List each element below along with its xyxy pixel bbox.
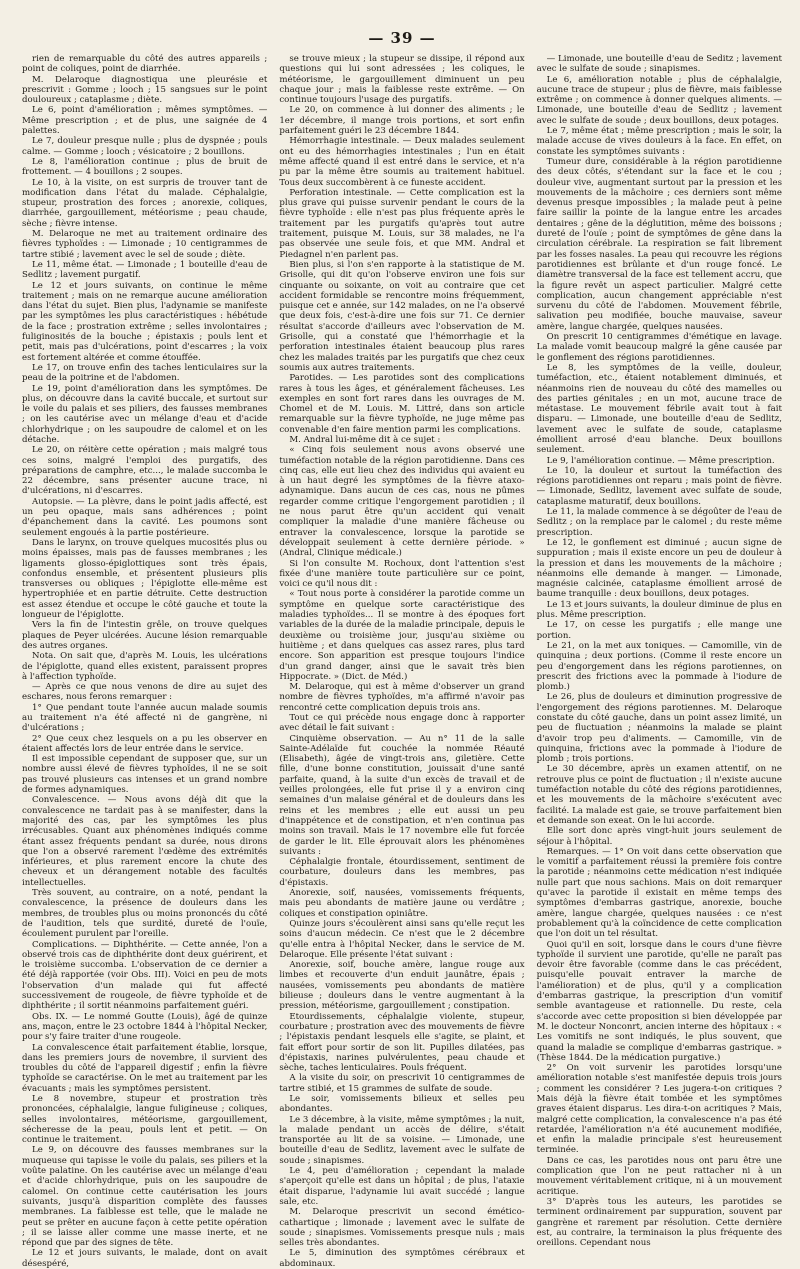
paragraph: — Après ce que nous venons de dire au sujet des eschares, nous ferons remarquer :: [22, 682, 268, 703]
paragraph: Quinze jours s'écoulèrent ainsi sans qu'elle reçut les soins d'aucun médecin. Ce n'est que le 2 décembre qu'elle entra à l'hôpital Necker, dans le service de M. Delaroque. Elle présente l'état suivant :: [279, 918, 525, 960]
paragraph: M. Andral lui-même dit à ce sujet :: [289, 434, 441, 445]
paragraph: M. Delaroque prescrivit un second émético-cathartique ; limonade ; lavement avec le sulfate de soude ; sinapismes. Vomissements presque nuls ; mais selles très abondantes.: [279, 1207, 525, 1249]
paragraph: se trouve mieux ; la stupeur se dissipe, il répond aux questions qui lui sont adressées ; les coliques, le météorisme, le gargouillement diminuent un peu chaque jour ; mais la faiblesse reste extrême. — On continue toujours l'usage des purgatifs.: [279, 54, 525, 106]
column-left: [22, 54, 268, 1269]
paragraph: Le 20, on commence à lui donner des aliments ; le 1er décembre, il mange trois portions, et sort enfin parfaitement guéri le 23 décembre 1844.: [279, 105, 525, 137]
page-number: — 39 —: [368, 29, 436, 47]
paragraph: 2° Que ceux chez lesquels on a pu les observer en étaient affectés lors de leur entrée dans le service.: [22, 733, 268, 754]
paragraph: Cinquième observation. — Au n° 11 de la salle Sainte-Adélaïde fut couchée la nommée Réauté (Elisabeth), âgée de vingt-trois ans, giletière. Cette fille, d'une bonne constitution, jouissait d'une santé parfaite, quand, à la suite d'un excès de travail et de veilles prolongées, elle fut prise il y a environ cinq semaines d'un malaise général et de douleurs dans les reins et les membres ; elle eut aussi un peu d'inappétence et de constipation, et n'en continua pas moins son travail. Mais le 17 novembre elle fut forcée de garder le lit. Elle éprouvait alors les phénomènes suivants :: [279, 733, 525, 857]
paragraph: Dans ce cas, les parotides nous ont paru être une complication que l'on ne peut rattacher ni à un mouvement véritablement critique, ni à un mouvement acritique.: [536, 1155, 782, 1197]
column-right: [536, 54, 782, 1249]
paragraph: Anorexie, soif, bouche amère, langue rouge aux limbes et recouverte d'un enduit jaunâtre, épais ; nausées, vomissements peu abondants de matière bilieuse ; douleurs dans le ventre augmentant à la pression, météorisme, gargouillement ; constipation.: [279, 960, 525, 1012]
paragraph: Le 12 et jours suivants, le malade, dont on avait désespéré,: [22, 1248, 268, 1269]
paragraph: Le 7, même état ; même prescription ; mais le soir, la malade accuse de vives douleurs à la face. En effet, on constate les symptômes suivants :: [536, 126, 782, 157]
paragraph: Le 6, point d'amélioration ; mêmes symptômes. — Même prescription ; et de plus, une saignée de 4 palettes.: [22, 105, 268, 137]
paragraph: Le 3 décembre, à la visite, même symptômes ; la nuit, la malade pendant un accès de délire, s'était transportée au lit de sa voisine. — Limonade, une bouteille d'eau de Sedlitz, lavement avec le sulfate de soude ; sinapismes.: [279, 1114, 525, 1166]
paragraph: Etourdissements, céphalalgie violente, stupeur, courbature ; prostration avec des mouvements de fièvre ; l'épistaxis pendant lesquels elle s'agite, se plaint, et fait effort pour sortir de son lit. Pupilles dilatées, pas d'épistaxis, narines pulvérulentes, peau chaude et sèche, taches lenticulaires. Pouls fréquent.: [279, 1011, 525, 1074]
paragraph: Vers la fin de l'intestin grêle, on trouve quelques plaques de Peyer ulcérées. Aucune lésion remarquable des autres organes.: [22, 620, 268, 651]
paragraph: M. Delaroque, qui est à même d'observer un grand nombre de fièvres typhoïdes, m'a affirmé n'avoir pas rencontré cette complication depuis trois ans.: [279, 682, 525, 713]
paragraph: Dans le larynx, on trouve quelques mucosités plus ou moins épaisses, mais pas de fausses membranes ; les ligaments glosso-épiglottiques sont très épais, confondus ensemble, et présentent plusieurs plis transverses ou obliques ; l'épiglotte elle-même est hypertrophiée et en partie détruite. Cette destruction est assez étendue et occupe le côté gauche et toute la longueur de l'épiglotte.: [22, 537, 268, 621]
paragraph: On prescrit 10 centigrammes d'émétique en lavage. La malade vomit beaucoup malgré la gêne causée par le gonflement des régions parotidiennes.: [536, 332, 782, 363]
paragraph: Le 9, on découvre des fausses membranes sur la muqueuse qui tapisse le voile du palais, ses piliers et la voûte palatine. On les cautérise avec un mélange d'eau et d'acide chlorhydrique, puis on les saupoudre de calomel. On continue cette cautérisation les jours suivants, jusqu'à disparition complète des fausses membranes. La faiblesse est telle, que le malade ne peut se prêter en aucune façon à cette petite opération ; il se laisse aller comme une masse inerte, et ne répond que par des signes de tête.: [22, 1145, 268, 1249]
paragraph: Le 21, on la met aux toniques. — Camomille, vin de quinquina ; deux portions. (Comme il reste encore un peu d'engorgement dans les régions parotiennes, on prescrit des frictions avec la pommade à l'iodure de plomb.): [536, 640, 782, 693]
paragraph: Le 11, la malade commence à se dégoûter de l'eau de Sedlitz ; on la remplace par le calomel ; du reste même prescription.: [536, 507, 782, 538]
paragraph: Nota. On sait que, d'après M. Louis, les ulcérations de l'épiglotte, quand elles existent, paraissent propres à l'affection typhoïde.: [22, 651, 268, 682]
paragraph: Le 11, même état. — Limonade ; 1 bouteille d'eau de Sedlitz ; lavement purgatif.: [22, 259, 268, 281]
paragraph: Tout ce qui précède nous engage donc à rapporter avec détail le fait suivant :: [279, 713, 525, 734]
paragraph: Perforation intestinale. — Cette complication est la plus grave qui puisse survenir pendant le cours de la fièvre typhoïde : elle n'est pas plus fréquente après le traitement par les purgatifs qu'après tout autre traitement, puisque M. Louis, sur 38 malades, ne l'a pas observée une seule fois, et que MM. Andral et Piedagnel n'en parlent pas.: [279, 187, 525, 260]
paragraph: Le 19, point d'amélioration dans les symptômes. De plus, on découvre dans la cavité buccale, et surtout sur le voile du palais et ses piliers, des fausses membranes ; on les cautérise avec un mélange d'eau et d'acide chlorhydrique ; on les saupoudre de calomel et on les détache.: [22, 383, 268, 445]
paragraph: Le 9, l'amélioration continue. — Même prescription.: [546, 455, 775, 466]
paragraph: Le 17, on cesse les purgatifs ; elle mange une portion.: [536, 620, 782, 641]
paragraph: 2° On voit survenir les parotides lorsqu'une amélioration notable s'est manifestée depuis trois jours ; comment les considérer ? Les jugera-t-on critiques ? Mais déjà la fièvre était tombée et les symptômes graves étaient disparus. Les dira-t-on acritiques ? Mais, malgré cette complication, la convalescence n'a pas été retardée, l'amélioration n'a été aucunement modifiée, et enfin la maladie principale s'est heureusement terminée.: [536, 1063, 782, 1156]
paragraph: Le 8, l'amélioration continue ; plus de bruit de frottement. — 4 bouillons ; 2 soupes.: [22, 156, 268, 178]
paragraph: Le 12, le gonflement est diminué ; aucun signe de suppuration ; mais il existe encore un peu de douleur à la pression et dans les mouvements de la mâchoire ; néanmoins elle demande à manger. — Limonade, magnésie calcinée, cataplasme émollient arrosé de baume tranquille : deux bouillons, deux potages.: [536, 537, 782, 600]
paragraph: Bien plus, si l'on s'en rapporte à la statistique de M. Grisolle, qui dit qu'on l'observe environ une fois sur cinquante ou soixante, on voit au contraire que cet accident formidable se rencontre moins fréquemment, puisque cet e année, sur 142 malades, on ne l'a observé que deux fois, c'est-à-dire une fois sur 71. Ce dernier résultat s'accorde d'ailleurs avec l'observation de M. Grisolle, qui a constaté que l'hémorrhagie et la perforation intestinales étaient beaucoup plus rares chez les malades traités par les purgatifs que chez ceux soumis aux autres traitements.: [279, 259, 525, 373]
paragraph: Le 4, peu d'amélioration ; cependant la malade s'aperçoit qu'elle est dans un hôpital ; de plus, l'ataxie était disparue, l'adynamie lui avait succédé ; langue sale, etc.: [279, 1166, 525, 1207]
paragraph: Le 30 décembre, après un examen attentif, on ne retrouve plus ce point de fluctuation ; il n'existe aucune tuméfaction notable du côté des régions parotidiennes, et les mouvements de la mâchoire s'exécutent avec facilité. La malade est gaie, se trouve parfaitement bien et demande son exeat. On le lui accorde.: [536, 764, 782, 826]
paragraph: Complications. — Diphthérite. — Cette année, l'on a observé trois cas de diphthérite dont deux guérirent, et le troisième succomba. L'observation de ce dernier a été déjà rapportée (voir Obs. III). Voici en peu de mots l'observation d'un malade qui fut affecté successivement de rougeole, de fièvre typhoïde et de diphthérite ; il sortit néanmoins parfaitement guéri.: [22, 939, 268, 1012]
paragraph: Le 20, on réitère cette opération ; mais malgré tous ces soins, malgré l'emploi des purgatifs, des préparations de camphre, etc..., le malade succomba le 22 décembre, sans présenter aucune trace, ni d'ulcérations, ni d'escarres.: [22, 445, 268, 497]
paragraph: 3° D'après tous les auteurs, les parotides se terminent ordinairement par suppuration, souvent par gangrène et rarement par résolution. Cette dernière est, au contraire, la terminaison la plus fréquente des oreillons. Cependant nous: [536, 1196, 782, 1249]
paragraph: 1° Que pendant toute l'année aucun malade soumis au traitement n'a été affecté ni de gangrène, ni d'ulcérations ;: [22, 702, 268, 734]
paragraph: Le 8, les symptômes de la veille, douleur, tuméfaction, etc., étaient notablement diminués, et néanmoins rien de nouveau du côté des mamelles ou des parties génitales ; en un mot, aucune trace de métastase. Le mouvement fébrile avait tout à fait disparu. — Limonade, une bouteille d'eau de Sedlitz, lavement avec le sulfate de soude, cataplasme émollient arrosé d'eau blanche. Deux bouillons seulement.: [536, 362, 782, 456]
paragraph: « Tout nous porte à considérer la parotide comme un symptôme en quelque sorte caractéristique des maladies typhoïdes... Il se montre à des époques fort variables de la durée de la maladie principale, depuis le deuxième ou troisième jour, jusqu'au sixième ou huitième ; et dans quelques cas assez rares, plus tard encore. Son apparition est presque toujours l'indice d'un grand danger, ainsi que le savait très bien Hippocrate. » (Dict. de Méd.): [279, 589, 525, 682]
paragraph: Autopsie. — La plèvre, dans le point jadis affecté, est un peu opaque, mais sans adhérences ; point d'épanchement dans la cavité. Les poumons sont seulement engoués à la partie postérieure.: [22, 496, 268, 538]
paragraph: Le 13 et jours suivants, la douleur diminue de plus en plus. Même prescription.: [536, 599, 782, 621]
paragraph: Le 8 novembre, stupeur et prostration très prononcées, céphalalgie, langue fuligineuse ; coliques, selles involontaires, météorisme, gargouillement, sécheresse de la peau, pouls lent et petit. — On continue le traitement.: [22, 1093, 268, 1146]
paragraph: Le soir, vomissements bilieux et selles peu abondantes.: [279, 1093, 525, 1115]
paragraph: Obs. IX. — Le nommé Goutte (Louis), âgé de quinze ans, maçon, entre le 23 octobre 1844 à l'hôpital Necker, pour s'y faire traiter d'une rougeole.: [22, 1011, 268, 1043]
paragraph: M. Delaroque diagnostiqua une pleurésie et prescrivit : Gomme ; looch ; 15 sangsues sur le point douloureux ; cataplasme ; diète.: [22, 74, 268, 106]
paragraph: A la visite du soir, on prescrivit 10 centigrammes de tartre stibié, et 15 grammes de sulfate de soude.: [279, 1073, 525, 1094]
paragraph: Le 26, plus de douleurs et diminution progressive de l'engorgement des régions parotiennes. M. Delaroque constate du côté gauche, dans un point assez limité, un peu de fluctuation ; néanmoins la malade se plaint d'avoir trop peu d'aliments. — Camomille, vin de quinquina, frictions avec la pommade à l'iodure de plomb ; trois portions.: [536, 692, 782, 765]
paragraph: Anorexie, soif, nausées, vomissements fréquents, mais peu abondants de matière jaune ou verdâtre ; coliques et constipation opiniâtre.: [279, 888, 525, 919]
paragraph: Quoi qu'il en soit, lorsque dans le cours d'une fièvre typhoïde il survient une parotide, qu'elle ne paraît pas devoir être favorable (comme dans le cas précédent, puisqu'elle pouvait entraver la marche de l'amélioration) et de plus, qu'il y a complication d'embarras gastrique, la prescription d'un vomitif semble avantageuse et rationnelle. Du reste, cela s'accorde avec cette proposition si bien développée par M. le docteur Nonconrt, ancien interne des hôpitaux : « Les vomitifs ne sont indiqués, le plus souvent, que quand la maladie se complique d'embarras gastrique. » (Thèse 1844. De la médication purgative.): [536, 939, 782, 1063]
paragraph: Céphalalgie frontale, étourdissement, sentiment de courbature, douleurs dans les membres, pas d'épistaxis.: [279, 857, 525, 888]
paragraph: Tumeur dure, considérable à la région parotidienne des deux côtés, s'étendant sur la face et le cou ; douleur vive, augmentant surtout par la pression et les mouvements de la mâchoire ; ces derniers sont même devenus presque impossibles ; la malade peut à peine faire saillir la pointe de la langue entre les arcades dentaires ; gêne de la déglutition, même des boissons ; dureté de l'ouïe ; point de symptômes de gêne dans la circulation cérébrale. La respiration se fait librement par les fosses nasales. La peau qui recouvre les régions parotidiennes est brûlante et d'un rouge foncé. Le diamètre transversal de la face est tellement accru, que la figure revêt un aspect particulier. Malgré cette complication, aucun changement appréciable n'est survenu du côté de l'abdomen. Mouvement fébrile, salivation peu modifiée, bouche mauvaise, saveur amère, langue chargée, quelques nausées.: [536, 156, 782, 332]
paragraph: Si l'on consulte M. Rochoux, dont l'attention s'est fixée d'une manière toute particulière sur ce point, voici ce qu'il nous dit :: [279, 558, 525, 590]
column-middle: [279, 54, 525, 1269]
paragraph: M. Delaroque ne met au traitement ordinaire des fièvres typhoïdes : — Limonade ; 10 centigrammes de tartre stibié ; lavement avec le sel de soude ; diète.: [22, 229, 268, 260]
paragraph: Le 5, diminution des symptômes cérébraux et abdominaux.: [279, 1248, 525, 1269]
paragraph: La convalescence était parfaitement établie, lorsque, dans les premiers jours de novembre, il survient des troubles du côté de l'appareil digestif ; enfin la fièvre typhoïde se caractérise. On le met au traitement par les évacuants ; mais les symptômes persistent.: [22, 1042, 268, 1094]
paragraph: Hémorrhagie intestinale. — Deux malades seulement ont eu des hémorrhagies intestinales ; l'un en était même affecté quand il est entré dans le service, et n'a pu par la même être soumis au traitement habituel. Tous deux succombèrent à ce funeste accident.: [279, 136, 525, 188]
paragraph: Le 7, douleur presque nulle ; plus de dyspnée ; pouls calme. — Gomme ; looch ; vésicatoire ; 2 bouillons.: [22, 136, 268, 157]
paragraph: Remarques. — 1° On voit dans cette observation que le vomitif a parfaitement réussi la première fois contre la parotide ; néanmoins cette médication n'est indiquée nulle part que nous sachions. Mais on doit remarquer qu'avec la parotide il existait en même temps des symptômes d'embarras gastrique, anorexie, bouche amère, langue chargée, quelques nausées : ce n'est probablement qu'à la coïncidence de cette complication que l'on doit un tel résultat.: [536, 846, 782, 940]
paragraph: « Cinq fois seulement nous avons observé une tuméfaction notable de la région parotidienne. Dans ces cinq cas, elle eut lieu chez des individus qui avaient eu à un haut degré les symptômes de la fièvre ataxo-adynamique. Dans aucun de ces cas, nous ne pûmes regarder comme critique l'engorgement parotidien ; il ne nous parut être qu'un accident qui venait compliquer la maladie d'une manière fâcheuse ou entraver la convalescence, lorsque la parotide se développait seulement à cette dernière période. » (Andral, Clinique médicale.): [279, 445, 525, 559]
paragraph: Le 17, on trouve enfin des taches lenticulaires sur la peau de la poitrine et de l'abdomen.: [22, 362, 268, 384]
paragraph: Le 10, la douleur et surtout la tuméfaction des régions parotidiennes ont reparu ; mais point de fièvre. — Limonade, Sedlitz, lavement avec sulfate de soude, cataplasme maturatif, deux bouillons.: [536, 465, 782, 507]
paragraph: rien de remarquable du côté des autres appareils ; point de coliques, point de diarrhée.: [22, 54, 268, 75]
paragraph: Il est impossible cependant de supposer que, sur un nombre aussi élevé de fièvres typhoïdes, il ne se soit pas trouvé plusieurs cas intenses et un grand nombre de formes adynamiques.: [22, 754, 268, 796]
paragraph: Très souvent, au contraire, on a noté, pendant la convalescence, la présence de douleurs dans les membres, de troubles plus ou moins prononcés du côté de l'audition, tels que surdité, dureté de l'ouïe, écoulement purulent par l'oreille.: [22, 888, 268, 940]
paragraph: Le 10, à la visite, on est surpris de trouver tant de modification dans l'état du malade. Céphalalgie, stupeur, prostration des forces ; anorexie, coliques, diarrhée, gargouillement, météorisme ; peau chaude, sèche ; fièvre intense.: [22, 177, 268, 229]
paragraph: Le 12 et jours suivants, on continue le même traitement ; mais on ne remarque aucune amélioration dans l'état du sujet. Bien plus, l'adynamie se manifeste par les symptômes les plus caractéristiques : hébétude de la face ; prostration extrême ; selles involontaires ; fuliginosités de la bouche ; épistaxis ; pouls lent et petit, mais pas d'ulcérations, point d'escarres ; la voix est fortement altérée et comme étouffée.: [22, 280, 268, 363]
paragraph: Elle sort donc après vingt-huit jours seulement de séjour à l'hôpital.: [536, 826, 782, 847]
paragraph: — Limonade, une bouteille d'eau de Seditz ; lavement avec le sulfate de soude ; sinapismes.: [536, 54, 782, 75]
paragraph: Convalescence. — Nous avons déjà dit que la convalescence ne tardait pas à se manifester, dans la majorité des cas, par les symptômes les plus irrécusables. Quant aux phénomènes indiqués comme étant assez fréquents pendant sa durée, nous dirons que l'on a observé rarement l'œdème des extrémités inférieures, et plus rarement encore la chute des cheveux et un dérangement notable des facultés intellectuelles.: [22, 795, 268, 888]
paragraph: Parotides. — Les parotides sont des complications rares à tous les âges, et généralement fâcheuses. Les exemples en sont fort rares dans les ouvrages de M. Chomel et de M. Louis. M. Littré, dans son article remarquable sur la fièvre typhoïde, ne juge même pas convenable d'en faire mention parmi les complications.: [279, 373, 525, 435]
paragraph: Le 6, amélioration notable ; plus de céphalalgie, aucune trace de stupeur ; plus de fièvre, mais faiblesse extrême ; on commence à donner quelques aliments. — Limonade, une bouteille d'eau de Sedlitz ; lavement avec le sulfate de soude ; deux bouillons, deux potages.: [536, 74, 782, 126]
text-columns: [22, 54, 782, 1269]
